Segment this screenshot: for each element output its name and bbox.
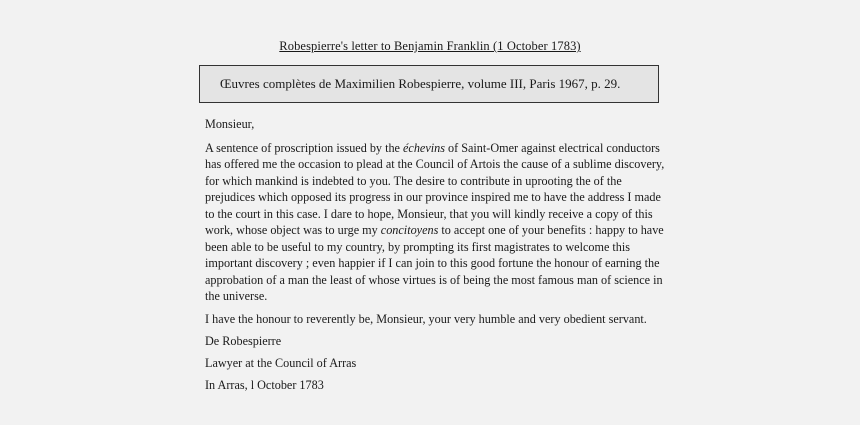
body-italic-concitoyens: concitoyens [380, 223, 439, 237]
body-text-1: A sentence of proscription issued by the [205, 140, 404, 155]
document-title: Robespierre's letter to Benjamin Franklin (1 October 1783) [279, 39, 581, 53]
source-citation: Œuvres complètes de Maximilien Robespierre, volume III, Paris 1967, p. 29. [220, 76, 621, 91]
signature: De Robespierre [205, 334, 282, 348]
signer-position: Lawyer at the Council of Arras [205, 356, 357, 370]
place-date: In Arras, l October 1783 [205, 378, 324, 392]
salutation: Monsieur, [205, 117, 255, 131]
letter-body [205, 116, 667, 399]
letter-paragraph [205, 140, 667, 305]
body-text-3: to accept one of your benefits : happy to have been able to be useful to my country, by prompting its first magistrates to welcome this important discovery ; even happier if I can join to this good fortune the honour of earning the approbation of a man the least of whose virtues is of being the most famous man of science in the universe. [205, 223, 664, 303]
body-italic-echevins: échevins [403, 140, 445, 155]
closing: I have the honour to reverently be, Monsieur, your very humble and very obedient servant. [205, 311, 647, 326]
body-text-2: of Saint-Omer against electrical conductors has offered me the occasion to plead at the Council of Artois the cause of a sublime discovery, for which mankind is indebted to you. The desire to contribute in uprooting the of the prejudices which opposed its progress in our province inspired me to have the address I made to the court in this case. I dare to hope, Monsieur, that you will kindly receive a copy of this work, whose object was to urge my [205, 140, 665, 237]
source-citation-box [199, 65, 659, 103]
